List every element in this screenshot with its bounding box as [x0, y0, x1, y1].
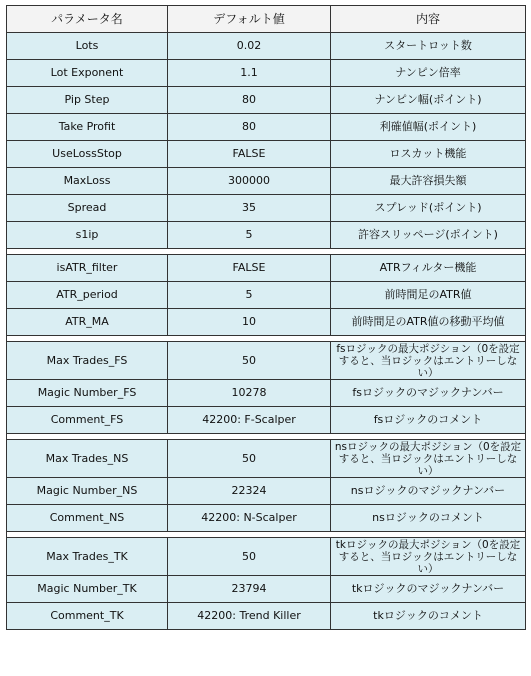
default-value-cell: 300000 [168, 168, 331, 195]
parameter-name-cell: isATR_filter [7, 255, 168, 282]
default-value-cell: 0.02 [168, 33, 331, 60]
parameter-name-cell: Max Trades_FS [7, 342, 168, 380]
default-value-cell: 50 [168, 342, 331, 380]
parameter-table-container [6, 5, 525, 630]
default-value-cell: 80 [168, 87, 331, 114]
default-value-cell: 42200: F-Scalper [168, 407, 331, 434]
parameter-name-cell: Comment_NS [7, 505, 168, 532]
table-row [7, 168, 526, 195]
default-value-cell: FALSE [168, 255, 331, 282]
description-cell: スプレッド(ポイント) [331, 195, 526, 222]
description-cell: tkロジックのマジックナンバー [331, 576, 526, 603]
parameter-name-cell: Comment_TK [7, 603, 168, 630]
parameter-name-cell: Pip Step [7, 87, 168, 114]
parameter-name-cell: Take Profit [7, 114, 168, 141]
table-row [7, 282, 526, 309]
table-row [7, 478, 526, 505]
table-row [7, 141, 526, 168]
parameter-name-cell: Lots [7, 33, 168, 60]
default-value-cell: 10278 [168, 380, 331, 407]
table-row [7, 309, 526, 336]
header-parameter-name: パラメータ名 [7, 6, 168, 33]
description-cell: ナンピン幅(ポイント) [331, 87, 526, 114]
description-cell: nsロジックの最大ポジション（0を設定すると、当ロジックはエントリーしない） [331, 440, 526, 478]
default-value-cell: 22324 [168, 478, 331, 505]
parameter-name-cell: Spread [7, 195, 168, 222]
description-cell: ATRフィルター機能 [331, 255, 526, 282]
default-value-cell: 35 [168, 195, 331, 222]
default-value-cell: 10 [168, 309, 331, 336]
description-cell: nsロジックのマジックナンバー [331, 478, 526, 505]
description-cell: fsロジックのコメント [331, 407, 526, 434]
default-value-cell: 42200: N-Scalper [168, 505, 331, 532]
description-cell: 前時間足のATR値の移動平均値 [331, 309, 526, 336]
table-row [7, 538, 526, 576]
parameter-name-cell: Magic Number_FS [7, 380, 168, 407]
table-row [7, 87, 526, 114]
table-row [7, 342, 526, 380]
description-cell: fsロジックの最大ポジション（0を設定すると、当ロジックはエントリーしない） [331, 342, 526, 380]
table-row [7, 603, 526, 630]
description-cell: ナンピン倍率 [331, 60, 526, 87]
description-cell: ロスカット機能 [331, 141, 526, 168]
parameter-name-cell: Magic Number_TK [7, 576, 168, 603]
table-row [7, 222, 526, 249]
header-content: 内容 [331, 6, 526, 33]
default-value-cell: 42200: Trend Killer [168, 603, 331, 630]
parameter-name-cell: Max Trades_NS [7, 440, 168, 478]
parameter-name-cell: Magic Number_NS [7, 478, 168, 505]
parameter-name-cell: Comment_FS [7, 407, 168, 434]
description-cell: tkロジックの最大ポジション（0を設定すると、当ロジックはエントリーしない） [331, 538, 526, 576]
description-cell: 利確値幅(ポイント) [331, 114, 526, 141]
table-row [7, 576, 526, 603]
description-cell: fsロジックのマジックナンバー [331, 380, 526, 407]
parameter-name-cell: MaxLoss [7, 168, 168, 195]
table-row [7, 440, 526, 478]
table-row [7, 114, 526, 141]
table-row [7, 407, 526, 434]
table-row [7, 60, 526, 87]
parameter-table [6, 5, 526, 630]
default-value-cell: 5 [168, 282, 331, 309]
default-value-cell: 23794 [168, 576, 331, 603]
default-value-cell: FALSE [168, 141, 331, 168]
description-cell: 前時間足のATR値 [331, 282, 526, 309]
table-row [7, 255, 526, 282]
table-header-row [7, 6, 526, 33]
description-cell: tkロジックのコメント [331, 603, 526, 630]
table-row [7, 505, 526, 532]
parameter-name-cell: UseLossStop [7, 141, 168, 168]
table-row [7, 33, 526, 60]
description-cell: 最大許容損失額 [331, 168, 526, 195]
parameter-name-cell: Lot Exponent [7, 60, 168, 87]
default-value-cell: 80 [168, 114, 331, 141]
header-default-value: デフォルト値 [168, 6, 331, 33]
default-value-cell: 50 [168, 538, 331, 576]
default-value-cell: 5 [168, 222, 331, 249]
default-value-cell: 50 [168, 440, 331, 478]
table-row [7, 380, 526, 407]
table-row [7, 195, 526, 222]
parameter-name-cell: s1ip [7, 222, 168, 249]
default-value-cell: 1.1 [168, 60, 331, 87]
parameter-name-cell: Max Trades_TK [7, 538, 168, 576]
parameter-name-cell: ATR_MA [7, 309, 168, 336]
description-cell: 許容スリッページ(ポイント) [331, 222, 526, 249]
parameter-name-cell: ATR_period [7, 282, 168, 309]
description-cell: nsロジックのコメント [331, 505, 526, 532]
description-cell: スタートロット数 [331, 33, 526, 60]
